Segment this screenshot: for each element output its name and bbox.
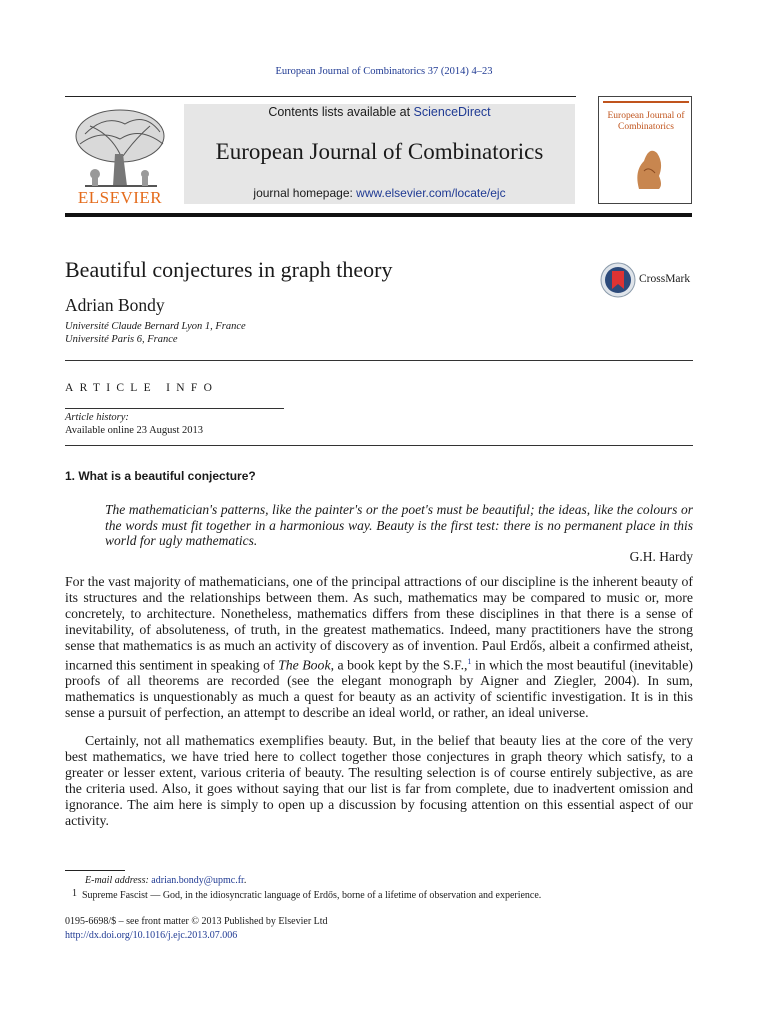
- email-end: .: [243, 875, 247, 886]
- sciencedirect-link[interactable]: ScienceDirect: [413, 105, 491, 119]
- title-bottom-rule: [65, 360, 693, 361]
- p1-text-a: For the vast majority of mathematicians, one of the principal attractions of our discipline is the inherent beauty of its structures and the relationships between them. As such, mathematics may be compared to music or, more concretely, to architecture. Nonetheless, mathematics differs from these disciplines in that there is a sense of inevitability, of absoluteness, of truth, in the greatest mathematics. Indeed, many practitioners have the strong sense that mathematics is as much an activity of discovery as of invention. Paul Erdős, albeit a confirmed atheist, incarned this sentiment in speaking of: [65, 574, 693, 673]
- cover-header-strip-icon: [603, 100, 689, 105]
- journal-citation[interactable]: European Journal of Combinatorics 37 (2014) 4–23: [275, 66, 493, 77]
- cover-figure-icon: [629, 141, 669, 191]
- p1-text-b: , a book kept by the S.F.,: [330, 657, 468, 673]
- email-line: [85, 875, 246, 886]
- journal-cover-thumbnail: [598, 96, 692, 204]
- homepage-link[interactable]: www.elsevier.com/locate/ejc: [356, 186, 506, 200]
- author-name: Adrian Bondy: [65, 295, 165, 315]
- contents-line: [184, 105, 575, 119]
- paragraph-2: Certainly, not all mathematics exemplifies beauty. But, in the belief that beauty lies at the core of the very best mathematics, we have tried here to collect together those conjectures in graph theory which satisfy, to a greater or lesser extent, various criteria of beauty. The resulting selection is of course entirely subjective, as are the criteria used. Also, it goes without saying that our list is far from complete, due to inadvertent omission and ignorance. The aim here is simply to open up a discussion by focusing attention on this essential aspect of our activity.: [65, 733, 693, 828]
- email-label: E-mail address:: [85, 875, 152, 886]
- article-history-label: Article history:: [65, 412, 129, 423]
- available-online-date: Available online 23 August 2013: [65, 425, 204, 436]
- doi-link[interactable]: http://dx.doi.org/10.1016/j.ejc.2013.07.006: [65, 930, 238, 941]
- footnote-ref[interactable]: 1: [467, 656, 472, 666]
- email-link[interactable]: adrian.bondy@upmc.fr: [151, 875, 244, 886]
- affiliation-2: Université Paris 6, France: [65, 334, 178, 345]
- footnote-rule: [65, 870, 125, 871]
- section-heading: 1. What is a beautiful conjecture?: [65, 469, 256, 483]
- paragraph-1: [65, 574, 693, 721]
- footnote-1: [72, 888, 541, 901]
- article-info-heading: ARTICLE INFO: [65, 382, 219, 394]
- header-thick-rule: [65, 213, 692, 217]
- elsevier-wordmark: ELSEVIER: [77, 188, 163, 207]
- crossmark-icon[interactable]: [600, 262, 636, 298]
- header-top-rule: [65, 96, 576, 97]
- crossmark-label[interactable]: CrossMark: [639, 273, 691, 285]
- article-info-rule: [65, 408, 284, 409]
- cover-title: European Journal of Combinatorics: [607, 111, 685, 132]
- journal-title: European Journal of Combinatorics: [215, 139, 544, 164]
- footnote-text: Supreme Fascist — God, in the idiosyncratic language of Erdős, borne of a lifetime of observation and experience.: [82, 890, 542, 901]
- article-title: Beautiful conjectures in graph theory: [65, 257, 393, 282]
- p1-book-title: The Book: [278, 657, 331, 673]
- contents-prefix: Contents lists available at: [268, 105, 414, 119]
- affiliation-1: Université Claude Bernard Lyon 1, France: [65, 321, 246, 332]
- epigraph-author: G.H. Hardy: [629, 549, 693, 564]
- homepage-line: [184, 186, 575, 200]
- footnote-mark: 1: [72, 888, 77, 899]
- homepage-prefix: journal homepage:: [253, 186, 357, 200]
- front-matter: 0195-6698/$ – see front matter © 2013 Published by Elsevier Ltd: [65, 916, 328, 927]
- info-bottom-rule: [65, 445, 693, 446]
- p1-text-c: in which the most beautiful (inevitable) proofs of all theorems are recorded (see the elegant monograph by Aigner and Ziegler, 2004). In sum, mathematics is unquestionably as much a quest for beauty as an activity of scientific investigation. It is in this sense a pursuit of perfection, an attempt to describe an ideal world, or rather, an ideal universe.: [65, 657, 693, 720]
- epigraph-quote: The mathematician's patterns, like the painter's or the poet's must be beautiful; the ideas, like the colours or the words must fit together in a harmonious way. Beauty is the first test: there is no permanent place in this world for ugly mathematics.: [105, 502, 693, 548]
